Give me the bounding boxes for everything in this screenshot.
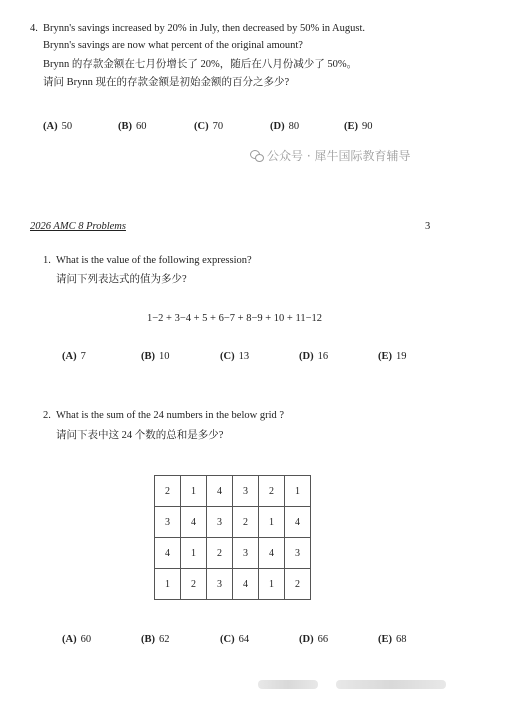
grid-row xyxy=(155,507,311,538)
grid-cell: 4 xyxy=(155,538,181,569)
q4-choice-b xyxy=(118,121,147,132)
q4-choice-e xyxy=(344,121,373,132)
blurred-watermark xyxy=(258,680,318,689)
grid-cell: 2 xyxy=(207,538,233,569)
grid-cell: 2 xyxy=(285,569,311,600)
blurred-watermark xyxy=(336,680,446,689)
q4-text-line4-zh: 请问 Brynn 现在的存款金额是初始金额的百分之多少? xyxy=(43,77,290,88)
choice-value: 64 xyxy=(238,634,250,645)
choice-label: (C) xyxy=(194,121,209,132)
page-number: 3 xyxy=(425,221,431,232)
q1-choice-a xyxy=(62,351,86,362)
q2-text-line2-zh: 请问下表中这 24 个数的总和是多少? xyxy=(56,430,224,441)
grid-cell: 1 xyxy=(259,569,285,600)
grid-cell: 1 xyxy=(181,538,207,569)
q4-number: 4. xyxy=(30,23,38,34)
q4-text-line2: Brynn's savings are now what percent of the original amount? xyxy=(43,40,303,51)
choice-value: 16 xyxy=(317,351,329,362)
choice-value: 60 xyxy=(136,121,147,132)
choice-label: (A) xyxy=(43,121,58,132)
q4-choice-c xyxy=(194,121,223,132)
grid-cell: 2 xyxy=(181,569,207,600)
choice-label: (C) xyxy=(220,351,235,362)
choice-value: 90 xyxy=(362,121,373,132)
grid-cell: 3 xyxy=(233,476,259,507)
choice-value: 10 xyxy=(159,351,170,362)
choice-value: 80 xyxy=(288,121,300,132)
watermark xyxy=(250,147,410,164)
choice-label: (D) xyxy=(299,351,314,362)
grid-cell: 2 xyxy=(233,507,259,538)
q4-choice-d xyxy=(270,121,299,132)
grid-cell: 3 xyxy=(285,538,311,569)
grid-cell: 4 xyxy=(259,538,285,569)
q2-choice-a xyxy=(62,634,91,645)
choice-value: 66 xyxy=(317,634,329,645)
number-grid xyxy=(154,475,311,600)
choice-value: 50 xyxy=(61,121,73,132)
choice-label: (C) xyxy=(220,634,235,645)
grid-cell: 3 xyxy=(207,569,233,600)
grid-cell: 4 xyxy=(207,476,233,507)
grid-cell: 3 xyxy=(233,538,259,569)
choice-label: (B) xyxy=(118,121,132,132)
choice-label: (D) xyxy=(270,121,285,132)
choice-label: (A) xyxy=(62,351,77,362)
grid-cell: 2 xyxy=(155,476,181,507)
q1-choice-c xyxy=(220,351,249,362)
q4-text-line1: Brynn's savings increased by 20% in July, then decreased by 50% in August. xyxy=(43,23,365,34)
wechat-icon xyxy=(250,150,263,161)
q1-choice-b xyxy=(141,351,170,362)
q1-text-line2-zh: 请问下列表达式的值为多少? xyxy=(56,274,187,285)
choice-value: 7 xyxy=(80,351,86,362)
choice-label: (A) xyxy=(62,634,77,645)
grid-cell: 1 xyxy=(155,569,181,600)
grid-cell: 4 xyxy=(285,507,311,538)
q2-choice-e xyxy=(378,634,407,645)
q1-choice-e xyxy=(378,351,407,362)
q1-choice-d xyxy=(299,351,328,362)
grid-cell: 1 xyxy=(285,476,311,507)
grid-cell: 2 xyxy=(259,476,285,507)
q2-choice-b xyxy=(141,634,170,645)
choice-value: 60 xyxy=(80,634,92,645)
grid-row xyxy=(155,538,311,569)
q2-text-line1: What is the sum of the 24 numbers in the below grid ? xyxy=(56,410,285,421)
choice-value: 68 xyxy=(396,634,407,645)
choice-value: 19 xyxy=(396,351,407,362)
grid-cell: 4 xyxy=(233,569,259,600)
q1-expression: 1−2 + 3−4 + 5 + 6−7 + 8−9 + 10 + 11−12 xyxy=(147,313,322,324)
choice-label: (E) xyxy=(344,121,358,132)
q2-choice-c xyxy=(220,634,249,645)
page-header-title: 2026 AMC 8 Problems xyxy=(30,221,126,232)
grid-row xyxy=(155,476,311,507)
choice-label: (D) xyxy=(299,634,314,645)
q4-text-line3-zh: Brynn 的存款金额在七月份增长了 20%，随后在八月份减少了 50%。 xyxy=(43,59,358,70)
choice-label: (B) xyxy=(141,634,155,645)
q4-choice-a xyxy=(43,121,72,132)
q2-number: 2. xyxy=(43,410,51,421)
choice-label: (E) xyxy=(378,634,392,645)
choice-value: 13 xyxy=(238,351,250,362)
q2-choice-d xyxy=(299,634,328,645)
choice-label: (E) xyxy=(378,351,392,362)
q1-text-line1: What is the value of the following expression? xyxy=(56,255,252,266)
choice-label: (B) xyxy=(141,351,155,362)
watermark-text: 公众号 · 犀牛国际教育辅导 xyxy=(267,149,411,163)
grid-row xyxy=(155,569,311,600)
choice-value: 62 xyxy=(159,634,170,645)
grid-cell: 4 xyxy=(181,507,207,538)
grid-cell: 3 xyxy=(207,507,233,538)
grid-cell: 3 xyxy=(155,507,181,538)
choice-value: 70 xyxy=(212,121,224,132)
grid-cell: 1 xyxy=(181,476,207,507)
grid-cell: 1 xyxy=(259,507,285,538)
q1-number: 1. xyxy=(43,255,51,266)
